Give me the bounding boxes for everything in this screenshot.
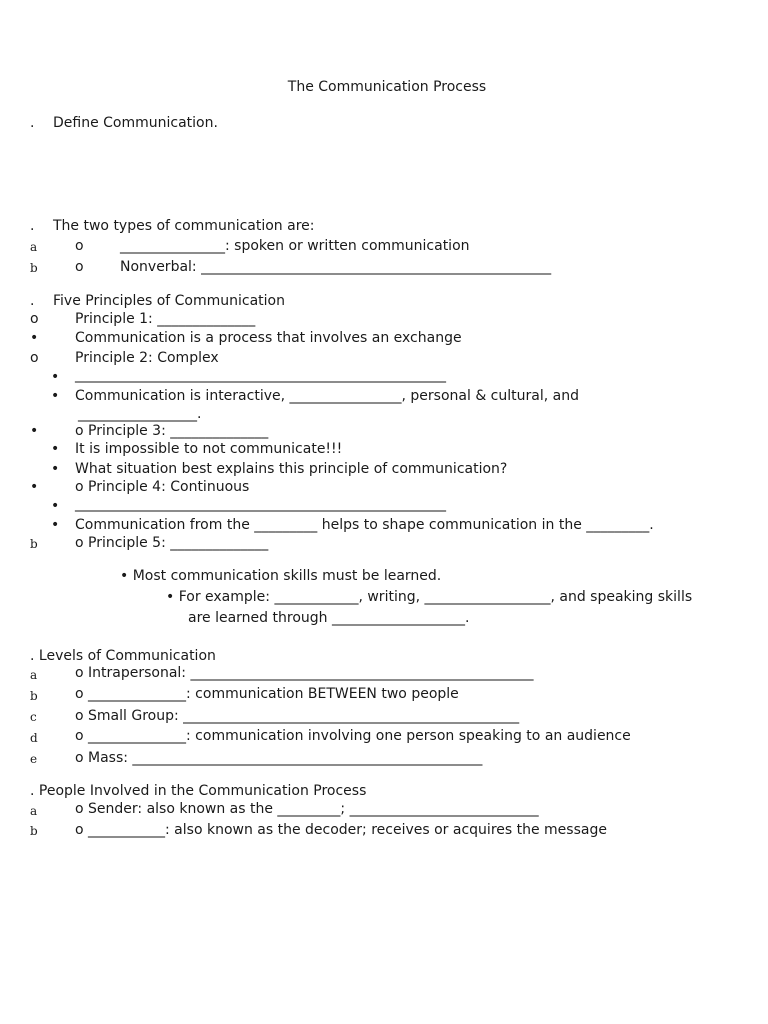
principle-4: o Principle 4: Continuous	[75, 479, 250, 495]
list-marker: •	[30, 330, 39, 346]
list-marker: a	[30, 240, 38, 254]
list-marker: o	[30, 311, 39, 327]
level-public: o ______________: communication involving one person speaking to an audience	[75, 728, 631, 744]
list-marker: a	[30, 804, 38, 818]
level-interpersonal: o ______________: communication BETWEEN two people	[75, 686, 459, 702]
section-heading-people: . People Involved in the Communication Process	[30, 783, 367, 799]
list-marker: .	[30, 293, 35, 309]
list-marker: •	[51, 461, 60, 477]
list-marker: •	[51, 388, 60, 404]
principle-5-detail: • Most communication skills must be learned.	[120, 568, 442, 584]
principle-2: Principle 2: Complex	[75, 350, 219, 366]
verbal-line: _______________: spoken or written communication	[120, 238, 470, 254]
section-heading-types: The two types of communication are:	[53, 218, 315, 234]
level-mass: o Mass: __________________________________________________	[75, 750, 483, 766]
list-marker: e	[30, 752, 38, 766]
section-heading-levels: . Levels of Communication	[30, 648, 216, 664]
list-marker: •	[30, 479, 39, 495]
people-receiver: o ___________: also known as the decoder; receives or acquires the message	[75, 822, 607, 838]
list-marker: b	[30, 537, 38, 551]
principle-1: Principle 1: ______________	[75, 311, 256, 327]
level-intrapersonal: o Intrapersonal: _________________________________________________	[75, 665, 534, 681]
list-marker: .	[30, 218, 35, 234]
list-marker: c	[30, 710, 37, 724]
principle-3: o Principle 3: ______________	[75, 423, 269, 439]
list-marker: d	[30, 731, 38, 745]
section-heading-principles: Five Principles of Communication	[53, 293, 285, 309]
principle-2-detail-1: Communication is interactive, ________________, personal & cultural, and	[75, 388, 579, 404]
principle-5-example-1: • For example: ____________, writing, __________________, and speaking skills	[166, 589, 693, 605]
list-marker: a	[30, 668, 38, 682]
principle-3-detail-2: What situation best explains this principle of communication?	[75, 461, 508, 477]
list-marker: •	[51, 441, 60, 457]
list-marker: •	[51, 517, 60, 533]
section-heading-define: Define Communication.	[53, 115, 218, 131]
list-marker: •	[30, 423, 39, 439]
principle-4-detail: Communication from the _________ helps to shape communication in the _________.	[75, 517, 654, 533]
page-title: The Communication Process	[287, 79, 487, 95]
principle-2-blank: _____________________________________________________	[75, 367, 446, 383]
list-marker: •	[51, 498, 60, 514]
principle-3-detail-1: It is impossible to not communicate!!!	[75, 441, 343, 457]
list-marker: •	[51, 369, 60, 385]
list-marker: b	[30, 689, 38, 703]
principle-2-detail-2: _________________.	[78, 406, 202, 422]
principle-1-detail: Communication is a process that involves an exchange	[75, 330, 462, 346]
list-marker: b	[30, 824, 38, 838]
principle-5: o Principle 5: ______________	[75, 535, 269, 551]
list-marker: o	[75, 238, 84, 254]
principle-5-example-2: are learned through ___________________.	[188, 610, 470, 626]
principle-4-blank: _____________________________________________________	[75, 496, 446, 512]
nonverbal-line: Nonverbal: __________________________________________________	[120, 259, 552, 275]
list-marker: .	[30, 115, 35, 131]
list-marker: o	[30, 350, 39, 366]
people-sender: o Sender: also known as the _________; ___________________________	[75, 801, 539, 817]
level-small-group: o Small Group: ________________________________________________	[75, 708, 520, 724]
list-marker: o	[75, 259, 84, 275]
list-marker: b	[30, 261, 38, 275]
